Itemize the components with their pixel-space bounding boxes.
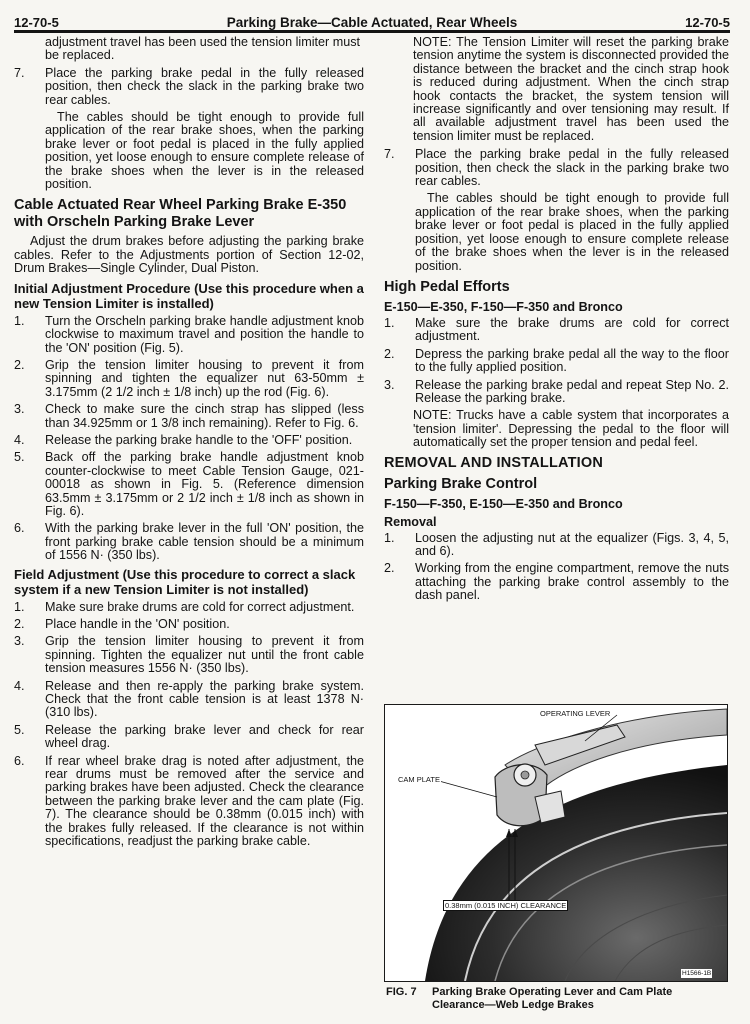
step-text: Release and then re-apply the parking brake system. Check that the front cable tension is at least 1378 N· (310 lbs). xyxy=(45,678,364,720)
figure-code: H1566-1B xyxy=(682,970,712,977)
list-item xyxy=(14,601,364,614)
right-column xyxy=(384,36,729,607)
step-text: Depress the parking brake pedal all the way to the floor to the fully applied position. xyxy=(415,346,729,375)
parking-brake-control-heading: Parking Brake Control xyxy=(384,475,538,492)
step-text: Release the parking brake pedal and repeat Step No. 2. Release the parking brake. xyxy=(415,377,729,405)
high-pedal-heading: High Pedal Efforts xyxy=(384,278,510,295)
step-text: Place handle in the 'ON' position. xyxy=(45,617,230,631)
list-item xyxy=(14,724,364,751)
step-number: 2. xyxy=(14,617,25,631)
cables-paragraph: The cables should be tight enough to provide full application of the rear brake shoes, when the parking brake lever or foot pedal is placed in the fully applied position, yet loose enough to ensure complete release of the brake shoes when the lever is in the released position. xyxy=(415,191,729,273)
step-number: 7. xyxy=(384,147,395,162)
step-number: 7. xyxy=(14,65,25,80)
step-number: 1. xyxy=(14,313,25,328)
step-number: 1. xyxy=(384,315,395,330)
initial-steps-list xyxy=(14,315,364,563)
field-adjustment-heading: Field Adjustment (Use this procedure to correct a slack system if a new Tension Limiter is not installed) xyxy=(14,566,356,597)
list-item xyxy=(14,680,364,720)
list-item xyxy=(14,403,364,430)
list-item xyxy=(384,379,729,406)
step-text: Make sure the brake drums are cold for correct adjustment. xyxy=(415,315,729,344)
step-text: Check to make sure the cinch strap has slipped (less than 34.925mm or 1 3/8 inch remaining). Refer to Fig. 6. xyxy=(45,402,364,430)
page-title: Parking Brake—Cable Actuated, Rear Wheels xyxy=(226,15,518,30)
figure-caption xyxy=(386,986,726,1012)
page-number-left: 12-70-5 xyxy=(14,15,59,30)
list-item xyxy=(14,315,364,355)
intro-paragraph: Adjust the drum brakes before adjusting the parking brake cables. Refer to the Adjustments portion of Section 12-02, Drum Brakes—Single Cylinder, Dual Piston. xyxy=(14,234,364,276)
figure-title: Parking Brake Operating Lever and Cam Plate Clearance—Web Ledge Brakes xyxy=(432,986,673,1011)
list-item xyxy=(384,562,729,602)
step-number: 1. xyxy=(384,530,395,545)
section-heading: Cable Actuated Rear Wheel Parking Brake E-350 with Orscheln Parking Brake Lever xyxy=(14,197,347,231)
operating-lever-callout: OPERATING LEVER xyxy=(540,709,611,718)
step-text: Grip the tension limiter housing to prevent it from spinning and tighten the equalizer nut 63-50mm ± 3.175mm (2 1/2 inch ± 1/8 inch) up the rod (Fig. 6). xyxy=(45,357,364,399)
list-item xyxy=(14,522,364,562)
step-number: 3. xyxy=(384,377,395,392)
page-header xyxy=(14,10,730,30)
step-number: 2. xyxy=(14,357,25,372)
control-subheading: F-150—F-350, E-150—E-350 and Bronco xyxy=(384,496,623,511)
step-item xyxy=(14,67,364,107)
step-text: Turn the Orscheln parking brake handle adjustment knob clockwise to maximum travel and position the handle to the 'ON' position (Fig. 5). xyxy=(45,313,364,355)
step-text: Place the parking brake pedal in the fully released position, then check the slack in the parking brake two rear cables. xyxy=(45,65,364,107)
figure-7-illustration xyxy=(384,704,728,982)
list-item xyxy=(14,755,364,849)
high-pedal-steps-list xyxy=(384,317,729,405)
step-number: 2. xyxy=(384,561,395,576)
left-column xyxy=(14,36,364,853)
step-text: If rear wheel brake drag is noted after adjustment, the rear drums must be removed after the service and parking brakes have been adjusted. Check the clearance between the parking brake lever and the cam plate (Fig. 7). The clearance should be 0.38mm (0.015 inch) with the brakes fully released. If the clearance is not within specifications, readjust the parking brake cable. xyxy=(45,753,364,849)
list-item xyxy=(14,434,364,447)
step-number: 4. xyxy=(14,432,25,447)
step-number: 3. xyxy=(14,634,25,649)
step-number: 2. xyxy=(384,346,395,361)
list-item xyxy=(384,317,729,344)
list-item xyxy=(14,359,364,399)
step-item xyxy=(384,148,729,188)
step-number: 5. xyxy=(14,722,25,737)
cam-plate-callout: CAM PLATE xyxy=(398,775,440,784)
step-text: Working from the engine compartment, remove the nuts attaching the parking brake control assembly to the dash panel. xyxy=(415,561,729,603)
header-rule xyxy=(14,30,730,33)
step-text: Make sure brake drums are cold for correct adjustment. xyxy=(45,599,355,614)
page-number-right: 12-70-5 xyxy=(685,15,730,30)
brake-illustration xyxy=(385,705,727,981)
field-steps-list xyxy=(14,601,364,849)
cables-paragraph: The cables should be tight enough to provide full application of the rear brake shoes, when the parking brake lever or foot pedal is placed in the fully applied position, yet loose enough to ensure complete release of the brake shoes when the lever is in the released position. xyxy=(45,110,364,192)
step-text: With the parking brake lever in the full 'ON' position, the front parking brake cable tension should be a minimum of 1556 N· (350 lbs). xyxy=(45,521,364,563)
high-pedal-subheading: E-150—E-350, F-150—F-350 and Bronco xyxy=(384,299,623,314)
step-text: Release the parking brake handle to the 'OFF' position. xyxy=(45,432,353,447)
clearance-callout: 0.38mm (0.015 INCH) CLEARANCE xyxy=(445,901,567,910)
step-number: 6. xyxy=(14,521,25,536)
list-item xyxy=(384,532,729,559)
removal-heading: Removal xyxy=(384,514,437,529)
tension-limiter-note: NOTE: The Tension Limiter will reset the parking brake tension anytime the system is disconnected provided the distance between the bracket and the cinch strap hook is reduced during adjustment. When the cinch strap hook contacts the bracket, the system tension will increase significantly and over tensioning may result. If all available adjustment travel has been used the tension limiter must be replaced. xyxy=(413,35,729,143)
removal-installation-heading: REMOVAL AND INSTALLATION xyxy=(384,454,604,471)
removal-steps-list xyxy=(384,532,729,603)
list-item xyxy=(14,618,364,631)
initial-adjustment-heading: Initial Adjustment Procedure (Use this procedure when a new Tension Limiter is installed) xyxy=(14,280,364,311)
list-item xyxy=(14,635,364,675)
step-number: 5. xyxy=(14,450,25,465)
list-item xyxy=(14,451,364,518)
step-text: Loosen the adjusting nut at the equalizer (Figs. 3, 4, 5, and 6). xyxy=(415,530,729,558)
step-number: 6. xyxy=(14,753,25,768)
step-number: 3. xyxy=(14,402,25,417)
step-number: 1. xyxy=(14,599,25,614)
tension-limiter-trucks-note: NOTE: Trucks have a cable system that incorporates a 'tension limiter'. Depressing the pedal to the floor will automatically set the proper tension and pedal feel. xyxy=(413,408,729,450)
figure-label: FIG. 7 xyxy=(386,986,417,998)
step-text: Back off the parking brake handle adjustment knob counter-clockwise to meet Cable Tension Gauge, 021-00018 as shown in Fig. 5. (Reference dimension 63.5mm ± 3.175mm or 2 1/2 inch ± 1/8 inch as shown in Fig. 6). xyxy=(45,450,364,518)
continued-text: adjustment travel has been used the tension limiter must be replaced. xyxy=(45,35,361,63)
list-item xyxy=(384,348,729,375)
step-text: Grip the tension limiter housing to prevent it from spinning. Tighten the equalizer nut until the front cable tension measures 1556 N· (350 lbs). xyxy=(45,634,364,676)
step-number: 4. xyxy=(14,678,25,693)
step-text: Place the parking brake pedal in the fully released position, then check the slack in the parking brake two rear cables. xyxy=(415,147,729,189)
step-text: Release the parking brake lever and check for rear wheel drag. xyxy=(45,722,364,751)
